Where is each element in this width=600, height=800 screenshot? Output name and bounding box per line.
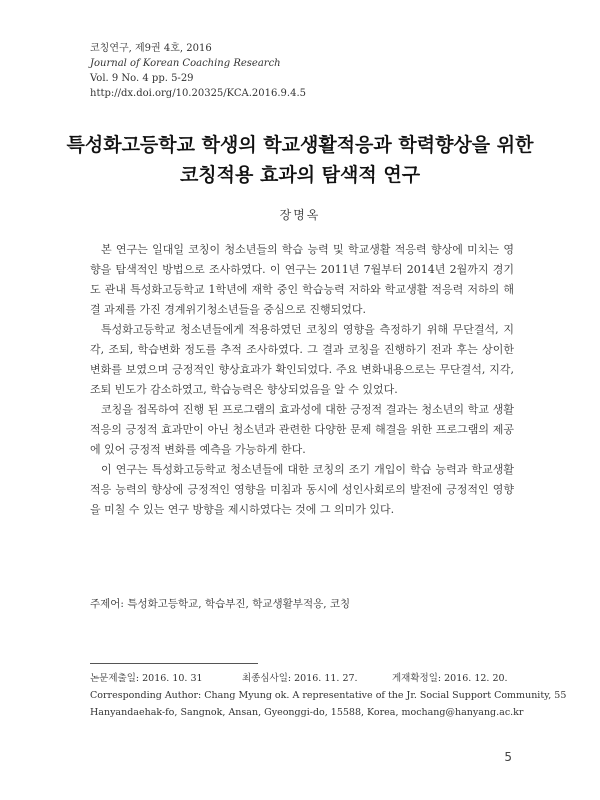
corresponding-author-line-1: Corresponding Author: Chang Myung ok. A representative of the Jr. Social Support Community, 55 bbox=[90, 690, 567, 701]
author-name: 장명옥 bbox=[279, 208, 321, 222]
page-number: 5 bbox=[504, 750, 512, 764]
doi-link[interactable]: http://dx.doi.org/10.20325/KCA.2016.9.4.5 bbox=[90, 88, 306, 99]
corresponding-author-line-2: Hanyandaehak-fo, Sangnok, Ansan, Gyeonggi-do, 15588, Korea, mochang@hanyang.ac.kr bbox=[90, 707, 524, 718]
submission-dates bbox=[90, 670, 530, 687]
footnote-divider bbox=[90, 663, 258, 664]
reviewed-date: 최종심사일: 2016. 11. 27. bbox=[242, 673, 358, 684]
keywords: 주제어: 특성화고등학교, 학습부진, 학교생활부적응, 코칭 bbox=[90, 598, 351, 610]
title-line-2: 코칭적용 효과의 탐색적 연구 bbox=[179, 164, 421, 186]
journal-name: Journal of Korean Coaching Research bbox=[90, 58, 281, 69]
accepted-date: 게재확정일: 2016. 12. 20. bbox=[392, 673, 508, 684]
abstract-paragraph: 특성화고등학교 청소년들에게 적용하였던 코칭의 영향을 측정하기 위해 무단결석, 지각, 조퇴, 학습변화 정도를 추적 조사하였다. 그 결과 코칭을 진행하기 전과 후는 상이한 변화를 보였으며 긍정적인 향상효과가 확인되었다. 주요 변화내용으로는 무단결석, 지각, 조퇴 빈도가 감소하였고, 학습능력은 향상되었음을 알 수 있었다. bbox=[90, 323, 514, 396]
title-line-1: 특성화고등학교 학생의 학교생활적응과 학력향상을 위한 bbox=[66, 134, 534, 156]
paper-title bbox=[0, 130, 600, 190]
abstract-paragraph: 본 연구는 일대일 코칭이 청소년들의 학습 능력 및 학교생활 적응력 향상에 미치는 영향을 탐색적인 방법으로 조사하였다. 이 연구는 2011년 7월부터 2014년 2월까지 경기도 관내 특성화고등학교 1학년에 재학 중인 학습능력 저하와 학교생활 적응력 저하의 해결 과제를 가진 경계위기청소년들을 중심으로 진행되었다. bbox=[90, 243, 514, 316]
abstract-paragraph: 이 연구는 특성화고등학교 청소년들에 대한 코칭의 조기 개입이 학습 능력과 학교생활 적응 능력의 향상에 긍정적인 영향을 미침과 동시에 성인사회로의 발전에 긍정적인 영향을 미칠 수 있는 연구 방향을 제시하였다는 것에 그 의미가 있다. bbox=[90, 463, 514, 516]
journal-header bbox=[90, 41, 306, 101]
abstract bbox=[90, 240, 514, 520]
citation-line: 코칭연구, 제9권 4호, 2016 bbox=[90, 43, 212, 54]
submitted-date: 논문제출일: 2016. 10. 31 bbox=[90, 673, 203, 684]
footnote bbox=[90, 670, 567, 721]
abstract-paragraph: 코칭을 접목하여 진행 된 프로그램의 효과성에 대한 긍정적 결과는 청소년의 학교 생활 적응의 긍정적 효과만이 아닌 청소년과 관련한 다양한 문제 해결을 위한 프로그램의 제공에 있어 긍정적 변화를 예측을 가능하게 한다. bbox=[90, 403, 514, 456]
volume-line: Vol. 9 No. 4 pp. 5-29 bbox=[90, 73, 194, 84]
